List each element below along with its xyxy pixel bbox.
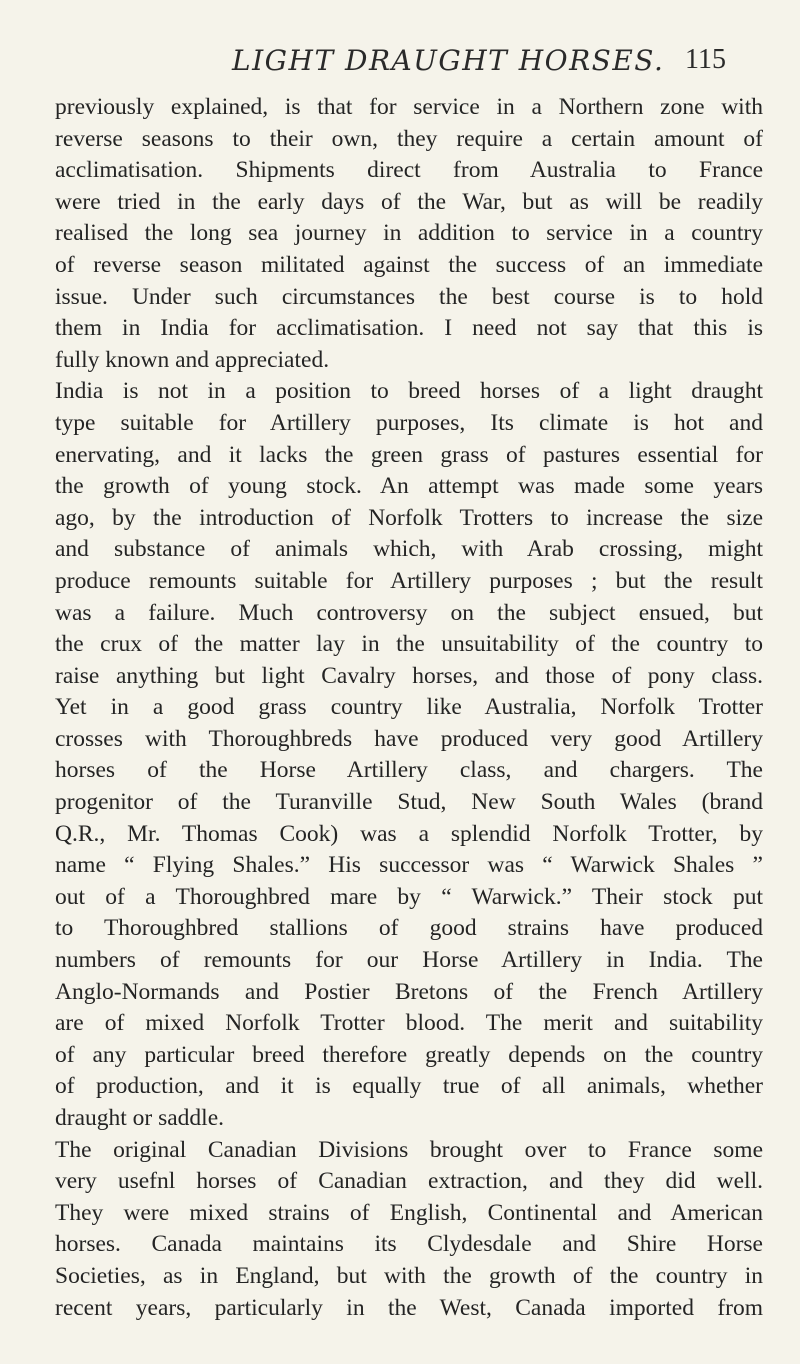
body-text bbox=[55, 92, 763, 1324]
text-line: draught or saddle. bbox=[55, 1105, 225, 1131]
text-line: were tried in the early days of the War, but as will be readily bbox=[55, 188, 763, 215]
text-line: raise anything but light Cavalry horses, and those of pony class. bbox=[55, 662, 763, 689]
text-line: them in India for acclimatisation. I need not say that this is bbox=[55, 315, 763, 342]
text-line: ago, by the introduction of Norfolk Trotters to increase the size bbox=[55, 504, 763, 531]
running-title: LIGHT DRAUGHT HORSES. bbox=[232, 44, 665, 77]
text-line: the crux of the matter lay in the unsuitability of the country to bbox=[55, 631, 763, 658]
text-line: numbers of remounts for our Horse Artillery in India. The bbox=[55, 947, 763, 974]
running-header bbox=[0, 44, 800, 84]
text-line: recent years, particularly in the West, Canada imported from bbox=[55, 1294, 763, 1321]
text-line: realised the long sea journey in addition to service in a country bbox=[55, 220, 763, 247]
text-line: horses of the Horse Artillery class, and chargers. The bbox=[55, 757, 763, 784]
text-line: Societies, as in England, but with the growth of the country in bbox=[55, 1262, 763, 1289]
text-line: type suitable for Artillery purposes, Its climate is hot and bbox=[55, 409, 763, 436]
text-line: out of a Thoroughbred mare by “ Warwick.” Their stock put bbox=[55, 883, 763, 910]
text-line: are of mixed Norfolk Trotter blood. The merit and suitability bbox=[55, 1010, 763, 1037]
text-line: reverse seasons to their own, they require a certain amount of bbox=[55, 125, 763, 152]
text-line: progenitor of the Turanville Stud, New South Wales (brand bbox=[55, 789, 763, 816]
text-line: produce remounts suitable for Artillery purposes ; but the result bbox=[55, 567, 763, 594]
text-line: of production, and it is equally true of all animals, whether bbox=[55, 1073, 763, 1100]
text-line: of any particular breed therefore greatly depends on the country bbox=[55, 1041, 763, 1068]
text-line: very usefnl horses of Canadian extraction, and they did well. bbox=[55, 1168, 763, 1195]
text-line: Yet in a good grass country like Australia, Norfolk Trotter bbox=[55, 694, 763, 721]
page-number: 115 bbox=[685, 44, 726, 75]
text-line: They were mixed strains of English, Continental and American bbox=[55, 1199, 763, 1226]
text-line: name “ Flying Shales.” His successor was “ Warwick Shales ” bbox=[55, 852, 763, 879]
text-line: fully known and appreciated. bbox=[55, 346, 330, 373]
text-line: the growth of young stock. An attempt was made some years bbox=[55, 473, 763, 500]
text-line: and substance of animals which, with Arab crossing, might bbox=[55, 536, 763, 563]
text-line: acclimatisation. Shipments direct from Australia to France bbox=[55, 157, 763, 184]
text-line: previously explained, is that for service in a Northern zone with bbox=[55, 94, 763, 120]
text-line: to Thoroughbred stallions of good strains have produced bbox=[55, 915, 763, 942]
text-line: The original Canadian Divisions brought over to France some bbox=[55, 1136, 763, 1163]
text-line: was a failure. Much controversy on the subject ensued, but bbox=[55, 599, 763, 626]
text-line: Anglo-Normands and Postier Bretons of the French Artillery bbox=[55, 978, 763, 1005]
text-line: India is not in a position to breed horses of a light draught bbox=[55, 378, 763, 405]
text-line: issue. Under such circumstances the best course is to hold bbox=[55, 283, 763, 310]
text-line: crosses with Thoroughbreds have produced very good Artillery bbox=[55, 725, 763, 752]
text-line: enervating, and it lacks the green grass of pastures essential for bbox=[55, 441, 763, 468]
text-line: horses. Canada maintains its Clydesdale and Shire Horse bbox=[55, 1231, 763, 1258]
text-line: Q.R., Mr. Thomas Cook) was a splendid Norfolk Trotter, by bbox=[55, 820, 763, 847]
text-line: of reverse season militated against the success of an immediate bbox=[55, 251, 763, 278]
